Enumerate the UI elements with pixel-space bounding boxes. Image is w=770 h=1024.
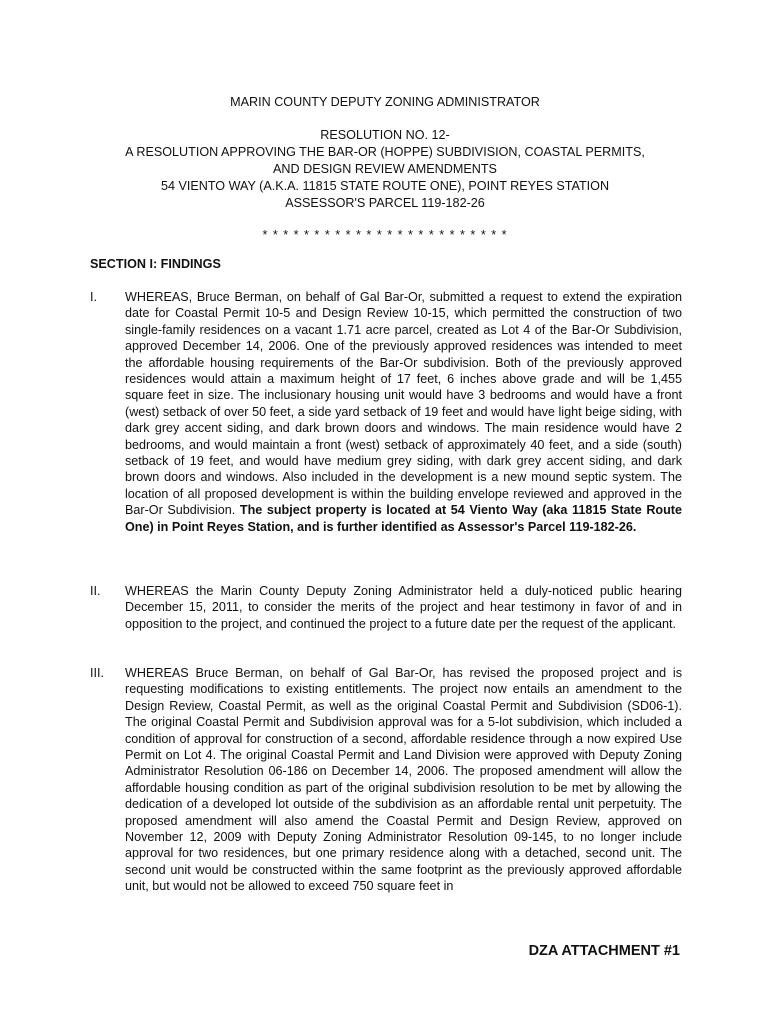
finding-number: II. (90, 584, 101, 598)
finding-number: I. (90, 290, 97, 304)
finding-text-bold: The subject property is located at 54 Viento Way (aka 11815 State Route One) in Point Reyes Station, and is further identified as Assessor's Parcel 119-182-26. (125, 503, 682, 534)
attachment-label: DZA ATTACHMENT #1 (528, 943, 680, 959)
divider-stars: * * * * * * * * * * * * * * * * * * * * * * * * (262, 228, 508, 242)
finding-text: WHEREAS the Marin County Deputy Zoning Administrator held a duly-noticed public hearing December 15, 2011, to consider the merits of the project and hear testimony in favor of and in opposition to the project, and continued the project to a future date per the request of the applicant. (125, 584, 682, 631)
finding-item (90, 583, 682, 632)
resolution-header (85, 94, 685, 244)
resolution-title-line-1: A RESOLUTION APPROVING THE BAR-OR (HOPPE) SUBDIVISION, COASTAL PERMITS, (125, 145, 645, 159)
property-address: 54 VIENTO WAY (A.K.A. 11815 STATE ROUTE ONE), POINT REYES STATION (160, 179, 610, 193)
section-heading: SECTION I: FINDINGS (90, 257, 221, 271)
finding-text-regular: WHEREAS, Bruce Berman, on behalf of Gal Bar-Or, submitted a request to extend the expiration date for Coastal Permit 10-5 and Design Review 10-15, which permitted the construction of two single-family residences on a vacant 1.71 acre parcel, created as Lot 4 of the Bar-Or Subdivision, approved December 14, 2006. One of the previously approved residences was intended to meet the affordable housing requirements of the Bar-Or subdivision. Both of the previously approved residences would attain a maximum height of 17 feet, 6 inches above grade and will be 1,455 square feet in size. The inclusionary housing unit would have 3 bedrooms and would have a front (west) setback of over 50 feet, a side yard setback of 19 feet and would have light beige siding, with dark grey accent siding, and dark brown doors and windows. The main residence would have 2 bedrooms, and would maintain a front (west) setback of approximately 40 feet, and a side (south) setback of 19 feet, and would have medium grey siding, with dark grey accent siding, and dark brown doors and windows. Also included in the development is a new mound septic system. The location of all proposed development is within the building envelope reviewed and approved in the Bar-Or Subdivision. (125, 290, 682, 518)
finding-item (90, 289, 682, 535)
resolution-title-line-2: AND DESIGN REVIEW AMENDMENTS (273, 162, 497, 176)
finding-number: III. (90, 666, 104, 680)
finding-text: WHEREAS Bruce Berman, on behalf of Gal Bar-Or, has revised the proposed project and is requesting modifications to existing entitlements. The project now entails an amendment to the Design Review, Coastal Permit, as well as the original Coastal Permit and Subdivision (SD06-1). The original Coastal Permit and Subdivision approval was for a 5-lot subdivision, which included a condition of approval for construction of a second, affordable residence through a now expired Use Permit on Lot 4. The original Coastal Permit and Land Division were approved with Deputy Zoning Administrator Resolution 06-186 on December 14, 2006. The proposed amendment will allow the affordable housing condition as part of the original subdivision resolution to be met by allowing the dedication of a developed lot outside of the subdivision as an affordable rental unit perpetuity. The proposed amendment will also amend the Coastal Permit and Design Review, approved on November 12, 2009 with Deputy Zoning Administrator Resolution 09-145, to no longer include approval for two residences, but one primary residence along with a detached, second unit. The second unit would be constructed within the same footprint as the previously approved affordable unit, but would not be allowed to exceed 750 square feet in (125, 666, 682, 894)
finding-item (90, 665, 682, 895)
assessor-parcel: ASSESSOR'S PARCEL 119-182-26 (285, 196, 485, 210)
agency-name: MARIN COUNTY DEPUTY ZONING ADMINISTRATOR (230, 95, 540, 109)
finding-text (125, 289, 682, 535)
resolution-number: RESOLUTION NO. 12- (320, 128, 450, 142)
